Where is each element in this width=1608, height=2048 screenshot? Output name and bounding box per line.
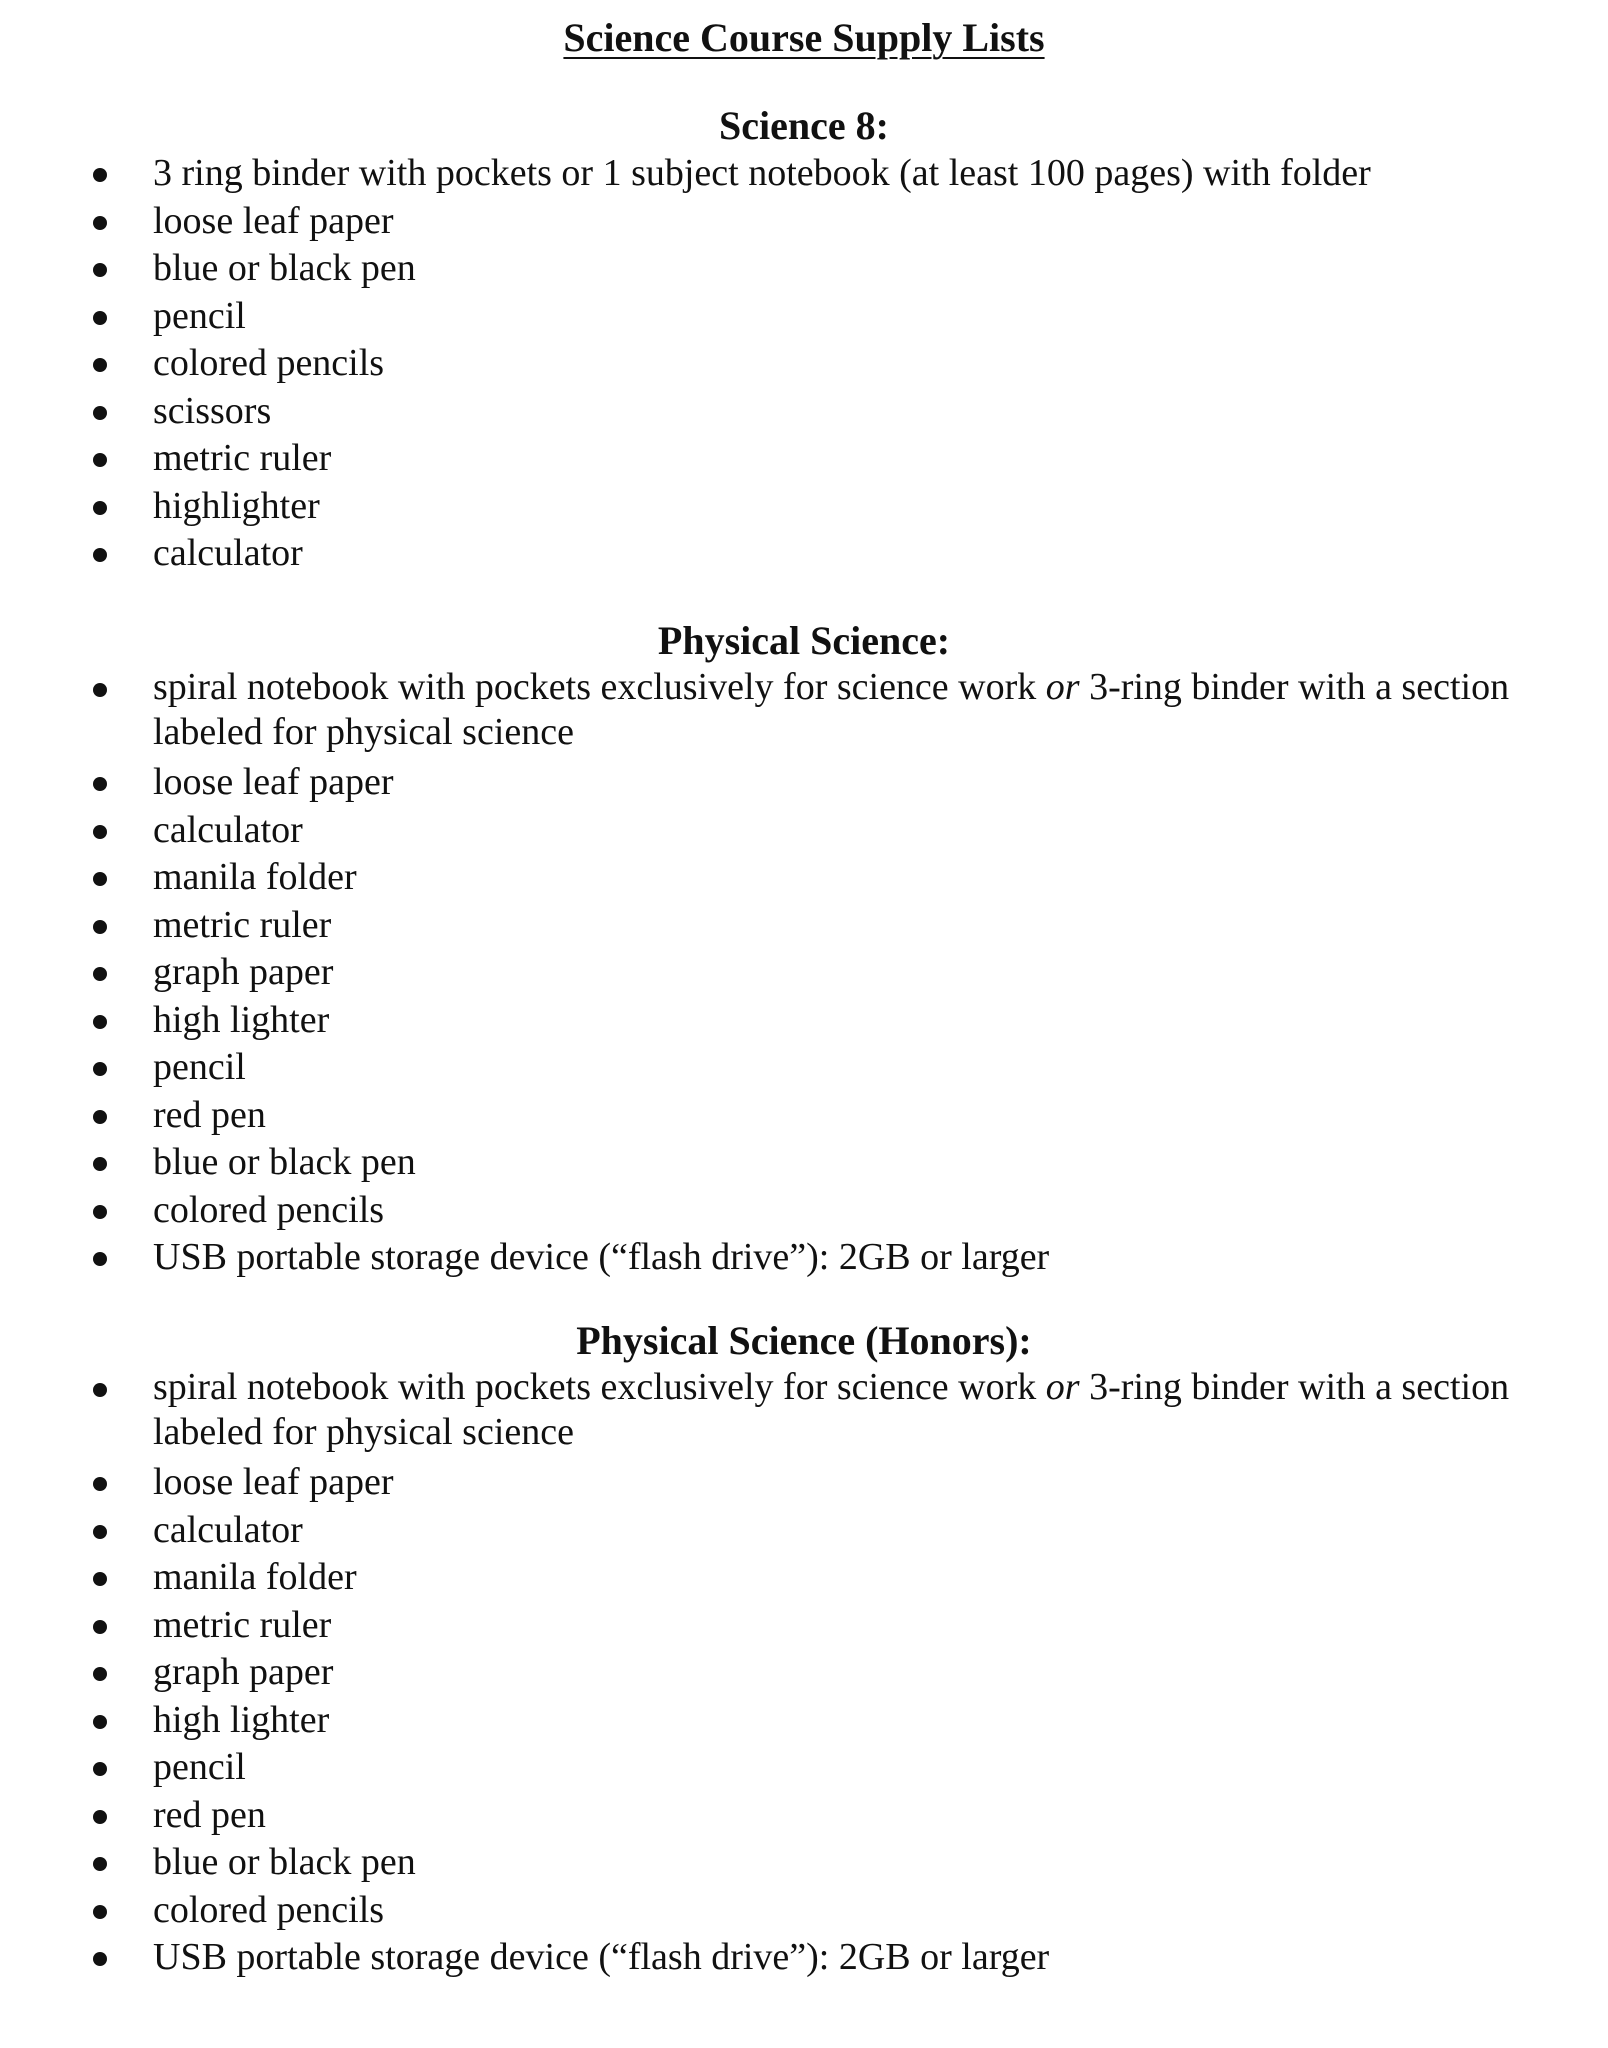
bullet-icon [93, 1062, 107, 1076]
bullet-icon [93, 1810, 107, 1824]
item-text: colored pencils [153, 1188, 385, 1231]
section-title: Science 8: [719, 103, 889, 148]
item-text: metric ruler [153, 437, 332, 479]
bullet-icon [93, 1477, 107, 1491]
item-text: red pen [153, 1793, 266, 1836]
item-text-after: 3-ring binder with a section labeled for physical science [153, 1366, 1510, 1453]
item-text: high lighter [153, 998, 330, 1041]
item-text: USB portable storage device (“flash drive”): 2GB or larger [153, 1936, 1050, 1978]
item-text: USB portable storage device (“flash drive”): 2GB or larger [153, 1236, 1050, 1278]
supply-list [0, 1365, 1608, 1982]
item-text: blue or black pen [153, 1141, 416, 1183]
bullet-icon [93, 1620, 107, 1634]
item-text: 3 ring binder with pockets or 1 subject notebook (at least 100 pages) with folder [153, 152, 1371, 194]
item-text: high lighter [153, 1698, 330, 1741]
list-item [0, 854, 1608, 902]
bullet-icon [93, 263, 107, 277]
bullet-icon [93, 358, 107, 372]
bullet-icon [93, 1667, 107, 1681]
list-item [0, 902, 1608, 950]
item-text: metric ruler [153, 1603, 332, 1646]
bullet-icon [93, 406, 107, 420]
bullet-icon [93, 168, 107, 182]
bullet-icon [93, 872, 107, 886]
item-text: loose leaf paper [153, 761, 394, 803]
bullet-icon [93, 1952, 107, 1966]
bullet-icon [93, 453, 107, 467]
section-science-8 [0, 102, 1608, 578]
list-item [0, 245, 1608, 293]
bullet-icon [93, 1383, 107, 1397]
bullet-icon [93, 1572, 107, 1586]
list-item [0, 388, 1608, 436]
item-text: calculator [153, 532, 303, 574]
item-text: manila folder [153, 1556, 357, 1598]
item-text: manila folder [153, 856, 357, 898]
item-text: blue or black pen [153, 1841, 416, 1883]
bullet-icon [93, 501, 107, 515]
list-item [0, 1507, 1608, 1555]
bullet-icon [93, 1110, 107, 1124]
list-item [0, 1554, 1608, 1602]
bullet-icon [93, 1905, 107, 1919]
list-item [0, 150, 1608, 198]
bullet-icon [93, 825, 107, 839]
list-item [0, 483, 1608, 531]
bullet-icon [93, 216, 107, 230]
item-text: pencil [153, 1046, 246, 1088]
list-item [0, 530, 1608, 578]
item-text [153, 666, 1509, 753]
bullet-icon [93, 1715, 107, 1729]
supply-list [0, 150, 1608, 578]
list-item [0, 665, 1608, 755]
item-text: calculator [153, 1508, 303, 1551]
list-item [0, 1187, 1608, 1235]
section-physical-science-honors [0, 1317, 1608, 1982]
list-item [0, 1934, 1608, 1982]
bullet-icon [93, 1525, 107, 1539]
item-text: calculator [153, 808, 303, 851]
list-item [0, 949, 1608, 997]
list-item [0, 1887, 1608, 1935]
bullet-icon [93, 1157, 107, 1171]
item-text [153, 1366, 1509, 1453]
item-text-italic: or [1045, 666, 1080, 708]
item-text: graph paper [153, 1651, 334, 1693]
item-text: blue or black pen [153, 247, 416, 289]
section-title: Physical Science: [657, 618, 951, 663]
section-physical-science [0, 617, 1608, 1282]
list-item [0, 1044, 1608, 1092]
item-text: metric ruler [153, 903, 332, 946]
item-text: graph paper [153, 951, 334, 993]
document-title: Science Course Supply Lists [563, 15, 1045, 60]
list-item [0, 1139, 1608, 1187]
item-text: colored pencils [153, 342, 385, 384]
item-text: pencil [153, 294, 246, 337]
bullet-icon [93, 920, 107, 934]
item-text: highlighter [153, 484, 320, 527]
bullet-icon [93, 683, 107, 697]
list-item [0, 1092, 1608, 1140]
list-item [0, 997, 1608, 1045]
bullet-icon [93, 777, 107, 791]
list-item [0, 1697, 1608, 1745]
section-title: Physical Science (Honors): [576, 1318, 1032, 1363]
list-item [0, 293, 1608, 341]
list-item [0, 1234, 1608, 1282]
bullet-icon [93, 1205, 107, 1219]
list-item [0, 340, 1608, 388]
list-item [0, 198, 1608, 246]
bullet-icon [93, 548, 107, 562]
item-text: pencil [153, 1746, 246, 1788]
list-item [0, 1365, 1608, 1455]
bullet-icon [93, 1857, 107, 1871]
item-text-before: spiral notebook with pockets exclusively for science work [153, 666, 1046, 708]
bullet-icon [93, 967, 107, 981]
list-item [0, 1839, 1608, 1887]
list-item [0, 759, 1608, 807]
list-item [0, 435, 1608, 483]
list-item [0, 1744, 1608, 1792]
item-text-italic: or [1045, 1366, 1080, 1408]
item-text: loose leaf paper [153, 1461, 394, 1503]
bullet-icon [93, 1015, 107, 1029]
list-item [0, 1602, 1608, 1650]
bullet-icon [93, 1252, 107, 1266]
item-text: scissors [153, 389, 272, 432]
list-item [0, 807, 1608, 855]
list-item [0, 1459, 1608, 1507]
item-text: red pen [153, 1093, 266, 1136]
list-item [0, 1649, 1608, 1697]
item-text-before: spiral notebook with pockets exclusively for science work [153, 1366, 1046, 1408]
bullet-icon [93, 1762, 107, 1776]
item-text-after: 3-ring binder with a section labeled for physical science [153, 666, 1510, 753]
bullet-icon [93, 311, 107, 325]
item-text: colored pencils [153, 1888, 385, 1931]
item-text: loose leaf paper [153, 199, 394, 242]
list-item [0, 1792, 1608, 1840]
supply-list [0, 665, 1608, 1282]
